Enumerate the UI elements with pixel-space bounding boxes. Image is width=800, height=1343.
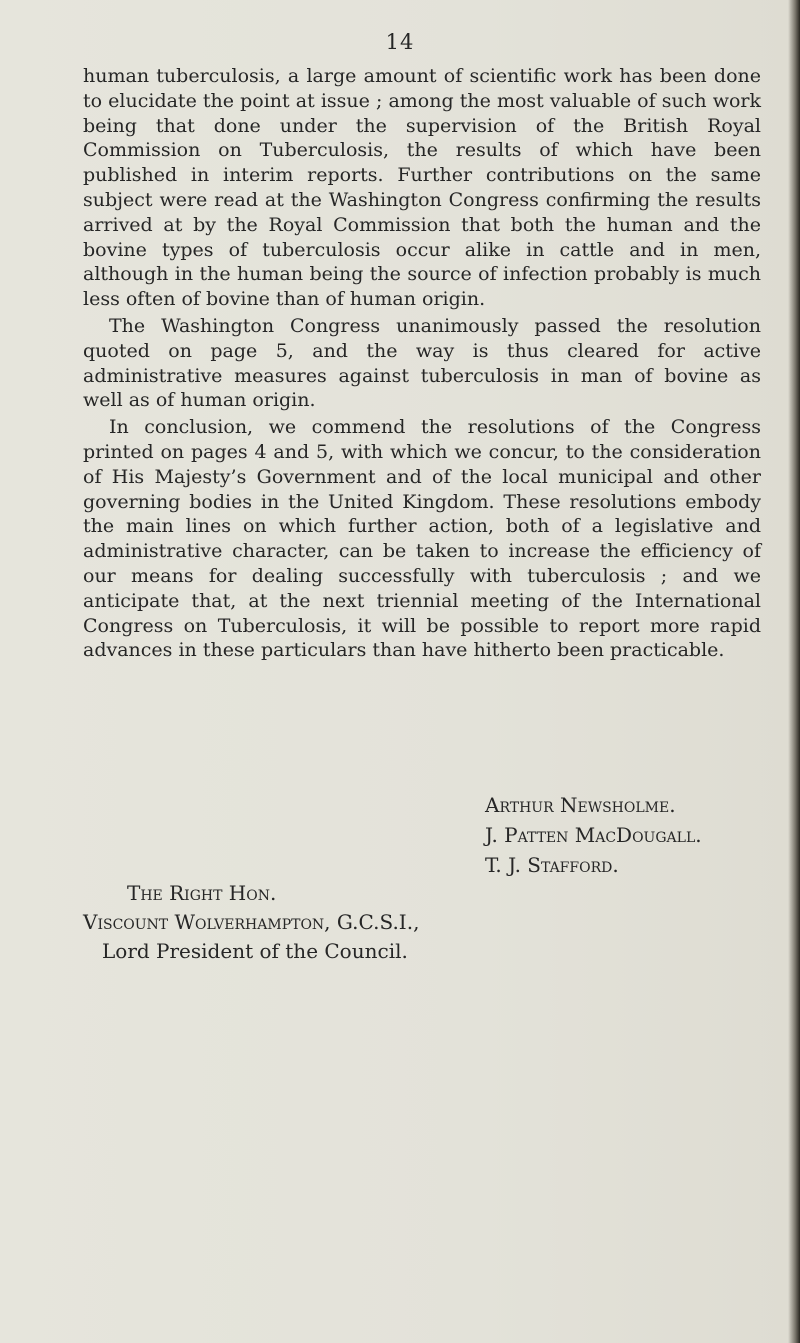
page-number: 14 <box>385 30 415 54</box>
page-edge-shadow <box>788 0 800 1343</box>
addressee-name: Viscount Wolverhampton, G.C.S.I., <box>83 910 420 934</box>
addressee-office: Lord President of the Council. <box>102 939 408 963</box>
body-text <box>83 64 761 663</box>
paragraph-washington-congress: The Washington Congress unanimously passed the resolution quoted on page 5, and the way is thus cleared for active administrative measures against tuberculosis in man of bovine as well as of human origin. <box>83 314 761 412</box>
signatory-stafford: T. J. Stafford. <box>485 853 619 877</box>
paragraph-conclusion: In conclusion, we commend the resolutions of the Congress printed on pages 4 and 5, with which we concur, to the consideration of His Majesty’s Government and of the local municipal and other governing bodies in the United Kingdom. These resolutions embody the main lines on which further action, both of a legislative and administrative character, can be taken to increase the efficiency of our means for dealing successfully with tuberculosis ; and we anticipate that, at the next triennial meeting of the International Congress on Tuberculosis, it will be possible to report more rapid advances in these particulars than have hitherto been practicable. <box>83 416 761 662</box>
addressee-title: The Right Hon. <box>127 881 277 905</box>
paragraph-continuation: human tuberculosis, a large amount of scientific work has been done to elucidate the point at issue ; among the most valuable of such work being that done under the supervision of the British Royal Commission on Tuberculosis, the results of which have been published in interim reports. Further contributions on the same subject were read at the Washington Congress confirming the results arrived at by the Royal Commission that both the human and the bovine types of tuberculosis occur alike in cattle and in men, although in the human being the source of infection probably is much less often of bovine than of human origin. <box>83 65 761 311</box>
signatory-macdougall: J. Patten MacDougall. <box>485 823 702 847</box>
addressee-block <box>83 879 419 966</box>
signatories <box>485 790 702 880</box>
signatory-newsholme: Arthur Newsholme. <box>485 793 676 817</box>
